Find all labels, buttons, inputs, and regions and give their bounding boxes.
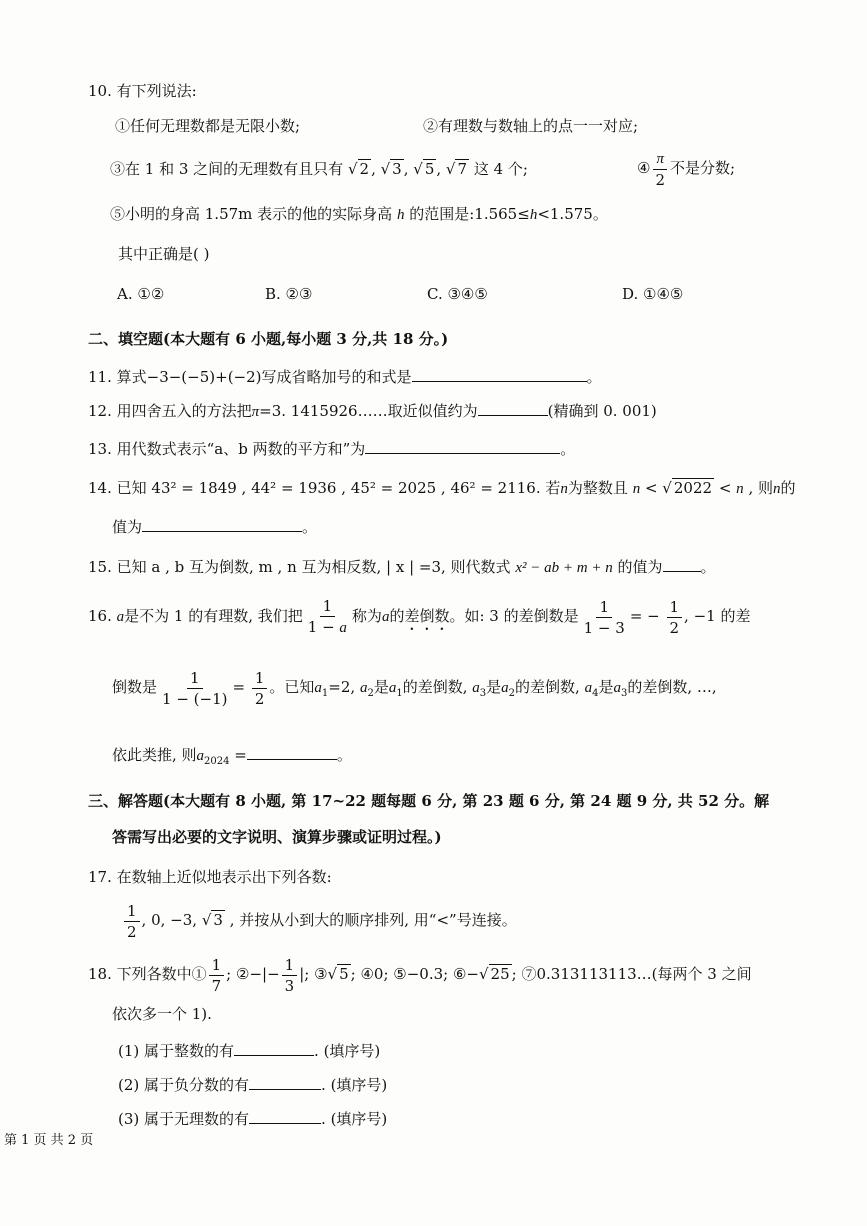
q10-statement-2: ②有理数与数轴上的点一一对应; — [423, 117, 639, 135]
q18-answer-blank-2[interactable] — [249, 1073, 321, 1090]
q10-statement-1: ①任何无理数都是无限小数; — [115, 117, 301, 135]
q12: 12. 用四舍五入的方法把π=3. 1415926……取近似值约为 (精确到 0. 001) — [88, 399, 657, 423]
q18-item-2: (2) 属于负分数的有 . (填序号) — [118, 1073, 387, 1096]
q17-numbers: $\frac{1}{2}$ , 0, −3, √ 3 , 并按从小到大的顺序排列, 用“<”号连接。 — [122, 898, 517, 942]
q12-answer-blank[interactable] — [478, 399, 548, 416]
q11-answer-blank[interactable] — [412, 365, 587, 382]
q13-answer-blank[interactable] — [365, 437, 560, 454]
q18-item-3: (3) 属于无理数的有 . (填序号) — [118, 1107, 387, 1130]
section-2-heading: 二、填空题(本大题有 6 小题,每小题 3 分,共 18 分。) — [88, 330, 449, 348]
q13: 13. 用代数式表示“a、b 两数的平方和”为 。 — [88, 437, 575, 460]
q14: 14. 已知 43² = 1849 , 44² = 1936 , 45² = 2025 , 46² = 2116. 若n为整数且 n < √ 2022 < n , 则n的 — [88, 479, 796, 497]
q16-line-1: 16. a是不为 1 的有理数, 我们把 $\frac{1}{1 - a}$ 称为a的差倒数。如: 3 的差倒数是 $\frac{1}{1 - 3}$ = − $\frac{1}{2}$ , −1 的差 — [88, 597, 751, 637]
section-3-heading: 三、解答题(本大题有 8 小题, 第 17~22 题每题 6 分, 第 23 题 6 分, 第 24 题 9 分, 共 52 分。解 — [88, 792, 770, 810]
q10-statement-3: ③在 1 和 3 之间的无理数有且只有 √ 2 , √ 3 , √ 5 , √ 7 这 4 个; — [110, 160, 528, 178]
q16-answer-blank[interactable] — [247, 743, 337, 760]
q18-line-1: 18. 下列各数中① $\frac{1}{7}$ ; ②−|− $\frac{1}{3}$ |; ③√ 5 ; ④0; ⑤−0.3; ⑥−√ 25 ; ⑦0.313113113…(每两个 3 之间 — [88, 955, 752, 995]
q10-choice-a: A. ①② — [117, 285, 165, 303]
q11: 11. 算式−3−(−5)+(−2)写成省略加号的和式是 。 — [88, 365, 602, 388]
q10-title: 10. 有下列说法: — [88, 82, 197, 100]
q10-statement-5: ⑤小明的身高 1.57m 表示的他的实际身高 h 的范围是:1.565≤h<1.575。 — [110, 205, 608, 223]
q18-line-2: 依次多一个 1). — [112, 1005, 212, 1023]
q14-answer-blank[interactable] — [142, 515, 302, 532]
q10-choice-c: C. ③④⑤ — [427, 285, 488, 303]
q18-answer-blank-3[interactable] — [249, 1107, 321, 1124]
q10-statement-4: ④ $\frac{\pi}{2}$ 不是分数; — [637, 148, 735, 190]
q17-title: 17. 在数轴上近似地表示出下列各数: — [88, 868, 332, 886]
q15: 15. 已知 a , b 互为倒数, m , n 互为相反数, | x | =3, 则代数式 x² − ab + m + n 的值为 。 — [88, 555, 716, 579]
page-footer: 第 1 页 共 2 页 — [4, 1133, 94, 1148]
q18-item-1: (1) 属于整数的有 . (填序号) — [118, 1039, 380, 1062]
q16-line-2: 倒数是 $\frac{1}{1 - (-1)}$ = $\frac{1}{2}$ 。已知$a_1=2$, $a_2$是$a_1$的差倒数, $a_3$是$a_2$的差倒数, $a_4$是$a_3$的差倒数, …, — [112, 668, 717, 708]
q10-choice-b: B. ②③ — [265, 285, 313, 303]
q10-prompt: 其中正确是( ) — [118, 245, 210, 263]
q15-answer-blank[interactable] — [663, 555, 701, 572]
q10-choice-d: D. ①④⑤ — [622, 285, 684, 303]
section-3-heading-cont: 答需写出必要的文字说明、演算步骤或证明过程。) — [112, 828, 442, 846]
q16-line-3: 依此类推, 则$a_{2024}$ = 。 — [112, 743, 352, 773]
q18-answer-blank-1[interactable] — [234, 1039, 314, 1056]
q14-line-2: 值为 。 — [112, 515, 317, 538]
